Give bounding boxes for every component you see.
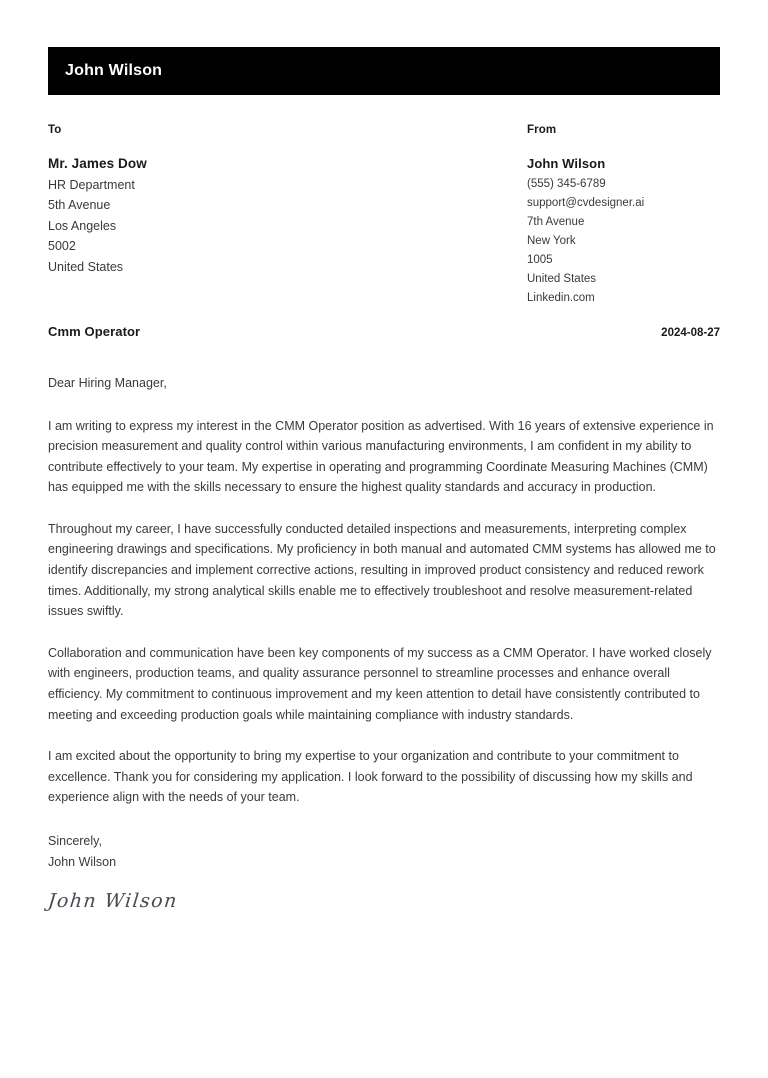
closing-salutation: Sincerely, [48,834,102,848]
sender-column [527,124,727,308]
recipient-line: 5th Avenue [48,198,111,212]
recipient-column [48,124,468,277]
sender-line: 1005 [527,253,553,266]
salutation: Dear Hiring Manager, [48,376,167,390]
header-applicant-name: John Wilson [65,62,163,79]
subject-title: Cmm Operator [48,324,141,339]
body-paragraph: I am excited about the opportunity to bring my expertise to your organization and contribute to your commitment to excellence. Thank you for considering my application. I look forward to the possibility of discussing how my skills and experience align with the needs of your team. [48,749,693,805]
sender-line: United States [527,272,597,285]
recipient-line: 5002 [48,239,76,253]
subject-row [48,324,720,339]
closing-block [48,831,720,873]
letter-body [48,373,720,915]
recipient-line: Los Angeles [48,218,117,233]
recipient-line: HR Department [48,177,135,192]
sender-name: John Wilson [527,156,606,171]
recipient-name: Mr. James Dow [48,156,147,171]
sender-phone: (555) 345-6789 [527,177,606,190]
letter-date: 2024-08-27 [661,327,720,339]
sender-line: 7th Avenue [527,215,585,228]
sender-label: From [527,124,557,136]
body-paragraph: Collaboration and communication have been key components of my success as a CMM Operator. I have worked closely with engineers, production teams, and quality assurance personnel to streamline processes and enhance overall efficiency. My commitment to continuous improvement and my keen attention to detail have consistently contributed to meeting and exceeding production goals while maintaining compliance with industry standards. [48,645,712,722]
closing-name: John Wilson [48,855,117,869]
recipient-line: United States [48,259,124,274]
letter-header-bar [48,47,720,95]
recipient-label: To [48,124,62,136]
body-paragraph: I am writing to express my interest in the CMM Operator position as advertised. With 16 years of extensive experience in precision measurement and quality control within various manufacturing environments, I am confident in my ability to contribute effectively to your team. My expertise in operating and programming Coordinate Measuring Machines (CMM) has equipped me with the skills necessary to ensure the highest quality standards and accuracy in production. [48,418,714,495]
sender-email: support@cvdesigner.ai [527,196,645,209]
signature: John Wilson [46,890,179,912]
sender-line: New York [527,234,576,247]
body-paragraph: Throughout my career, I have successfully conducted detailed inspections and measurements, interpreting complex engineering drawings and specifications. My proficiency in both manual and automated CMM systems has allowed me to identify discrepancies and implement corrective actions, resulting in improved product consistency and reduced rework times. Additionally, my strong analytical skills enable me to effectively troubleshoot and resolve measurement-related issues swiftly. [48,521,716,619]
sender-website: Linkedin.com [527,291,595,304]
